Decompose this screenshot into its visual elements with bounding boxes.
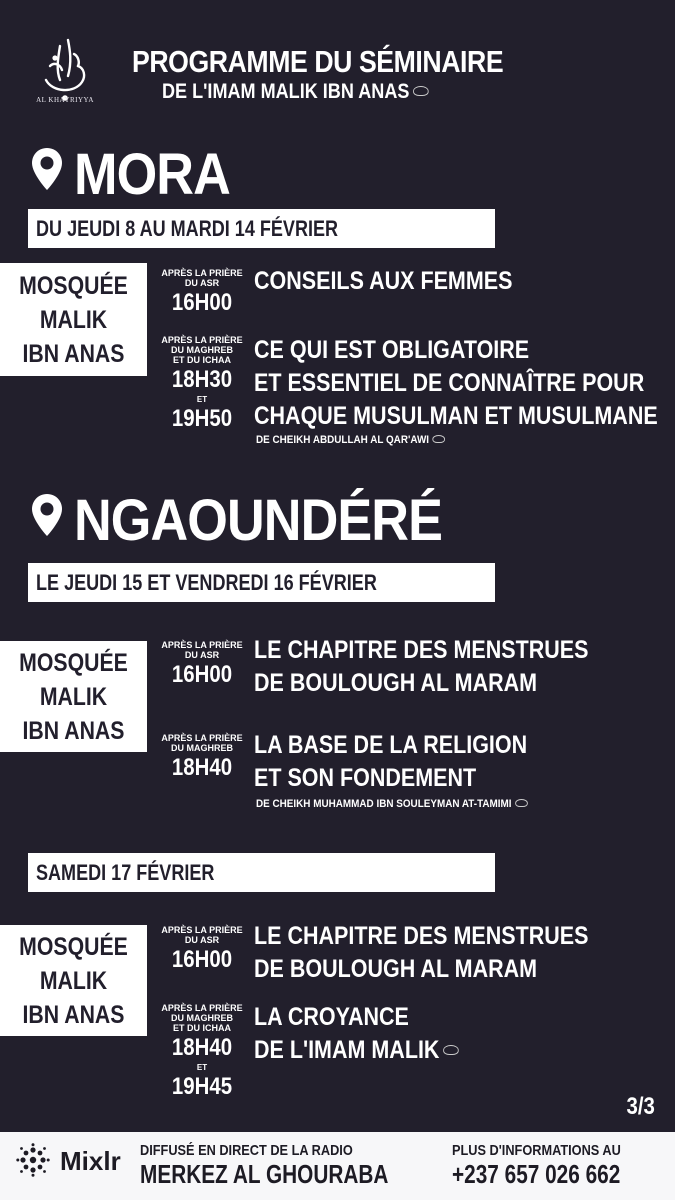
- session-prayer: [161, 335, 243, 434]
- topic-line: LE CHAPITRE DES MENSTRUES: [254, 636, 589, 664]
- prayer-line: DU ASR: [184, 650, 220, 660]
- session-time-joiner: ET: [196, 395, 208, 404]
- session-time: 19H50: [171, 405, 233, 432]
- prayer-line: APRÈS LA PRIÈRE: [161, 1003, 243, 1013]
- mosque-line: MOSQUÉE: [19, 271, 128, 300]
- session-topic: [254, 1001, 458, 1067]
- mosque-line: IBN ANAS: [22, 339, 125, 368]
- prayer-line: APRÈS LA PRIÈRE: [161, 640, 243, 650]
- session-time: 16H00: [171, 289, 233, 316]
- page-subtitle-text: DE L'IMAM MALIK IBN ANAS: [162, 80, 410, 103]
- session-topic: [254, 729, 527, 795]
- topic-line: CONSEILS AUX FEMMES: [254, 267, 513, 295]
- topic-line: LE CHAPITRE DES MENSTRUES: [254, 922, 589, 950]
- mosque-label: [0, 641, 147, 752]
- session-time-joiner: ET: [196, 1063, 208, 1072]
- prayer-line: APRÈS LA PRIÈRE: [161, 335, 243, 345]
- session-topic: [254, 634, 588, 700]
- session-time: 16H00: [171, 946, 233, 973]
- prayer-line: APRÈS LA PRIÈRE: [161, 733, 243, 743]
- mosque-line: IBN ANAS: [22, 716, 125, 745]
- prayer-line: DU MAGHREB: [171, 1013, 233, 1023]
- topic-line: DE BOULOUGH AL MARAM: [254, 955, 538, 983]
- session-prayer: [161, 268, 243, 318]
- date-bar: [28, 209, 495, 248]
- topic-line: DE L'IMAM MALIK: [254, 1036, 440, 1064]
- prayer-line: ET DU ICHAA: [173, 355, 231, 365]
- session-time: 16H00: [171, 661, 233, 688]
- session-prayer: [161, 925, 243, 975]
- page-title: PROGRAMME DU SÉMINAIRE: [132, 44, 504, 79]
- location-pin-icon: [30, 146, 64, 192]
- topic-line: CHAQUE MUSULMAN ET MUSULMANE: [254, 402, 658, 430]
- mosque-line: MOSQUÉE: [19, 932, 128, 961]
- mosque-line: MOSQUÉE: [19, 648, 128, 677]
- broadcast-caption: DIFFUSÉ EN DIRECT DE LA RADIO: [140, 1142, 353, 1159]
- topic-line: CE QUI EST OBLIGATOIRE: [254, 336, 530, 364]
- date-label: SAMEDI 17 FÉVRIER: [36, 860, 215, 885]
- mosque-label: [0, 925, 147, 1036]
- session-topic: [254, 920, 588, 986]
- info-caption: PLUS D'INFORMATIONS AU: [452, 1142, 621, 1159]
- mosque-label: [0, 263, 147, 376]
- date-bar: [28, 853, 495, 892]
- session-time: 18H40: [171, 754, 233, 781]
- topic-line-with-honorific: [254, 1034, 458, 1067]
- topic-line: ET ESSENTIEL DE CONNAÎTRE POUR: [254, 369, 645, 397]
- session-time: 19H45: [171, 1073, 233, 1100]
- honorific-icon: [413, 86, 428, 96]
- date-label: DU JEUDI 8 AU MARDI 14 FÉVRIER: [36, 216, 339, 241]
- topic-line: LA CROYANCE: [254, 1003, 409, 1031]
- location-pin-icon: [30, 492, 64, 538]
- session-prayer: [161, 733, 243, 783]
- radio-name: MERKEZ AL GHOURABA: [140, 1159, 389, 1189]
- author-text: DE CHEIKH ABDULLAH AL QAR'AWI: [256, 434, 430, 446]
- prayer-line: APRÈS LA PRIÈRE: [161, 268, 243, 278]
- honorific-icon: [433, 435, 446, 443]
- honorific-icon: [443, 1045, 458, 1055]
- phone-number[interactable]: +237 657 026 662: [452, 1159, 621, 1189]
- date-label: LE JEUDI 15 ET VENDREDI 16 FÉVRIER: [36, 570, 377, 595]
- date-bar: [28, 563, 495, 602]
- session-author: [256, 434, 445, 446]
- session-topic: [254, 334, 658, 433]
- session-time: 18H40: [171, 1034, 233, 1061]
- city-title-ngaoundere: NGAOUNDÉRÉ: [74, 488, 443, 553]
- honorific-icon: [515, 799, 528, 807]
- page-subtitle: [162, 80, 428, 104]
- session-topic: [254, 265, 512, 298]
- topic-line: DE BOULOUGH AL MARAM: [254, 669, 538, 697]
- mosque-line: IBN ANAS: [22, 1000, 125, 1029]
- prayer-line: DU MAGHREB: [171, 743, 233, 753]
- city-title-mora: MORA: [74, 142, 230, 207]
- prayer-line: DU MAGHREB: [171, 345, 233, 355]
- prayer-line: ET DU ICHAA: [173, 1023, 231, 1033]
- session-prayer: [161, 1003, 243, 1102]
- page-indicator: 3/3: [626, 1093, 655, 1120]
- session-prayer: [161, 640, 243, 690]
- prayer-line: APRÈS LA PRIÈRE: [161, 925, 243, 935]
- topic-line: LA BASE DE LA RELIGION: [254, 731, 528, 759]
- mixlr-icon: [16, 1143, 50, 1177]
- mixlr-brand: Mixlr: [60, 1146, 121, 1176]
- session-time: 18H30: [171, 366, 233, 393]
- prayer-line: DU ASR: [184, 278, 220, 288]
- mosque-line: MALIK: [39, 966, 108, 995]
- mosque-line: MALIK: [39, 305, 108, 334]
- prayer-line: DU ASR: [184, 935, 220, 945]
- logo-text: AL KHAYRIYYA: [36, 96, 94, 104]
- author-text: DE CHEIKH MUHAMMAD IBN SOULEYMAN AT-TAMIMI: [256, 798, 512, 810]
- mosque-line: MALIK: [39, 682, 108, 711]
- session-author: [256, 798, 528, 810]
- topic-line: ET SON FONDEMENT: [254, 764, 477, 792]
